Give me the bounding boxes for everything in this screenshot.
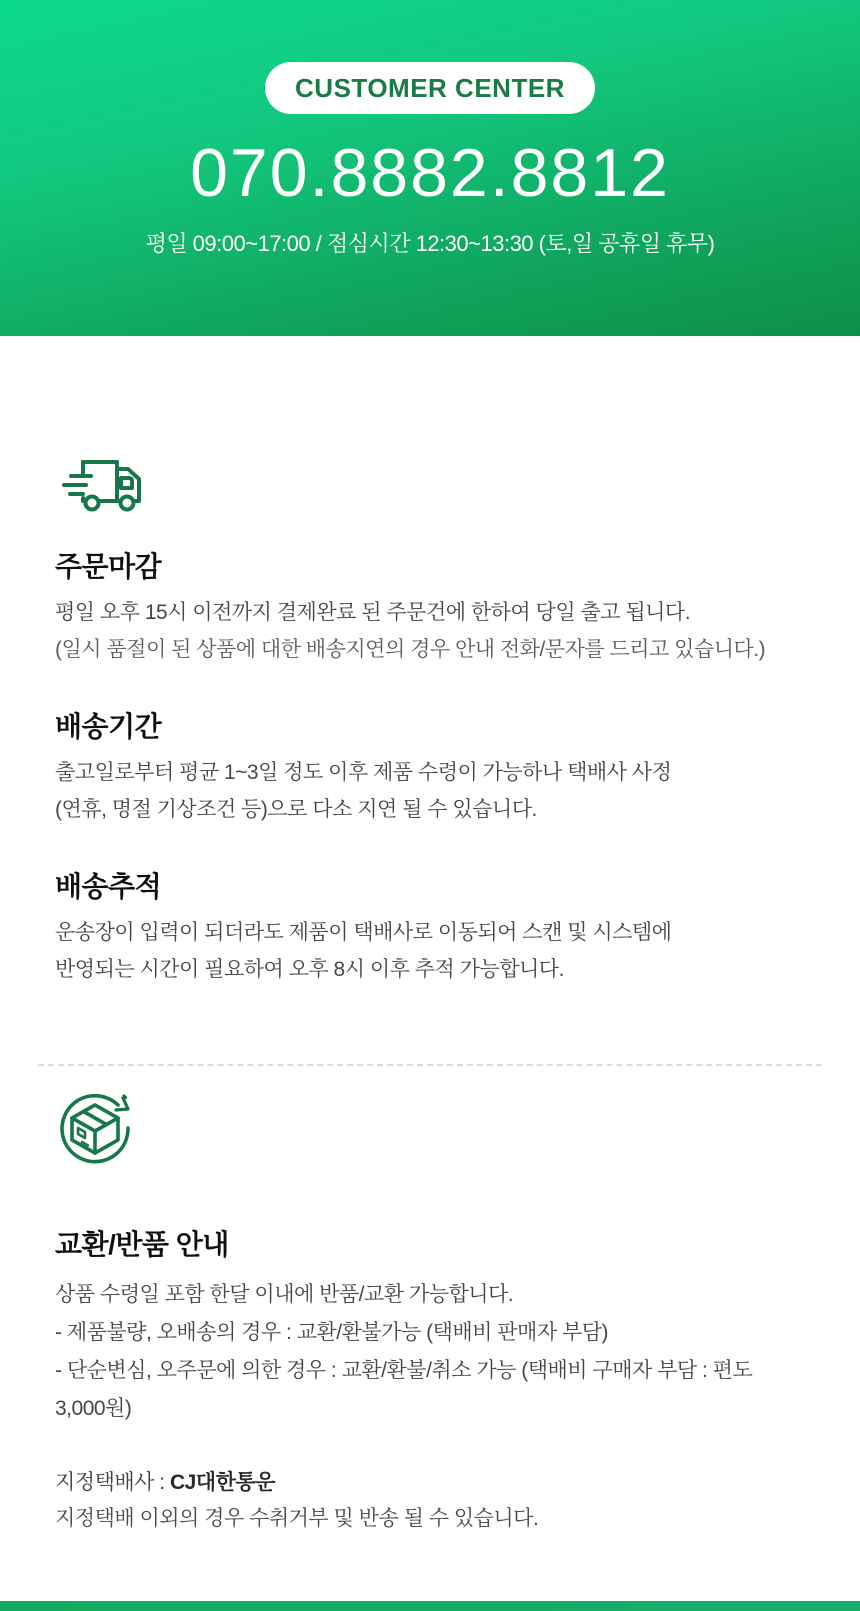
shipping-period-line2: (연휴, 명절 기상조건 등)으로 다소 지연 될 수 있습니다.: [55, 798, 537, 821]
exchange-return-line1: 상품 수령일 포함 한달 이내에 반품/교환 가능합니다.: [55, 1283, 514, 1306]
shipping-period-title: 배송기간: [55, 711, 162, 742]
shipping-tracking-title: 배송추적: [55, 871, 162, 902]
customer-center-badge: [265, 62, 595, 114]
dashed-divider: [38, 1064, 822, 1066]
shipping-tracking-line1: 운송장이 입력이 되더라도 제품이 택배사로 이동되어 스캔 및 시스템에: [55, 921, 672, 944]
bottom-green-bar: [0, 1601, 860, 1611]
phone-number: 070.8882.8812: [190, 135, 670, 211]
exchange-return-title: 교환/반품 안내: [55, 1229, 229, 1260]
business-hours: 평일 09:00~17:00 / 점심시간 12:30~13:30 (토,일 공휴일 휴무): [145, 230, 715, 256]
exchange-return-line2: - 제품불량, 오배송의 경우 : 교환/환불가능 (택배비 판매자 부담): [55, 1321, 609, 1344]
designated-courier-line: [55, 1465, 800, 1501]
order-deadline-line2: (일시 품절이 된 상품에 대한 배송지연의 경우 안내 전화/문자를 드리고 있습니다.): [55, 638, 766, 661]
info-content: [0, 455, 860, 988]
shipping-tracking-line2: 반영되는 시간이 필요하여 오후 8시 이후 추적 가능합니다.: [55, 958, 564, 981]
exchange-return-section: [55, 1088, 800, 1537]
designated-courier-note: 지정택배 이외의 경우 수취거부 및 반송 될 수 있습니다.: [55, 1507, 539, 1530]
designated-courier-label: 지정택배사 :: [55, 1471, 170, 1494]
delivery-truck-icon: [55, 455, 800, 515]
returns-content: [0, 1088, 860, 1537]
order-deadline-title: 주문마감: [55, 551, 162, 582]
exchange-return-line3: - 단순변심, 오주문에 의한 경우 : 교환/환불/취소 가능 (택배비 구매자 부담 : 편도 3,000원): [55, 1359, 753, 1420]
shipping-info-section: [55, 455, 800, 988]
order-deadline-line1: 평일 오후 15시 이전까지 결제완료 된 주문건에 한하여 당일 출고 됩니다.: [55, 601, 691, 624]
return-box-icon: [55, 1088, 800, 1168]
customer-center-header: [0, 0, 860, 336]
designated-courier-name: CJ대한통운: [169, 1471, 275, 1494]
customer-center-badge-label: CUSTOMER CENTER: [295, 73, 565, 103]
shipping-period-line1: 출고일로부터 평균 1~3일 정도 이후 제품 수령이 가능하나 택배사 사정: [55, 761, 672, 784]
